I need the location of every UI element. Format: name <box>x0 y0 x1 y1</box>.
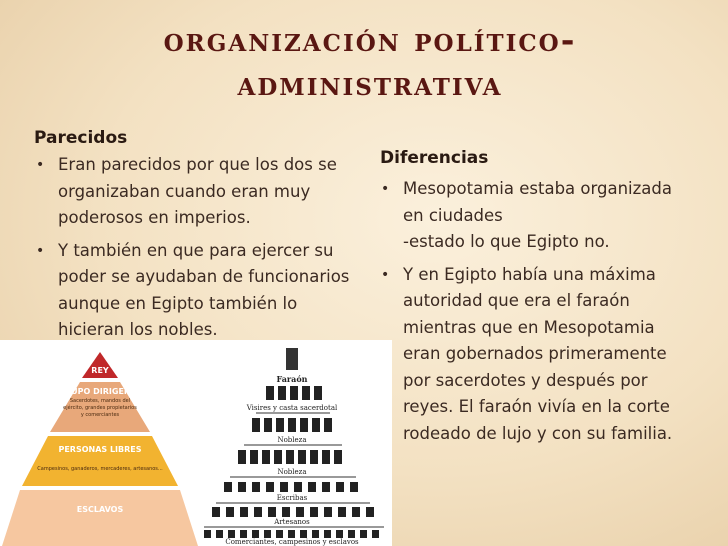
artesanos-row <box>212 507 374 517</box>
egypt-label-visires: Visires y casta sacerdotal <box>246 404 338 412</box>
egypt-label-artesanos: Artesanos <box>274 518 310 526</box>
heading-parecidos: Parecidos <box>34 128 128 148</box>
pharaoh-figure <box>286 348 298 370</box>
bullet-text: Y también en que para ejercer su poder se ayudaban de funcionarios aunque en Egipto también lo hicieran los nobles. <box>58 240 350 339</box>
tier-personas-sub: Campesinos, ganaderos, mercaderes, artesanos... <box>37 466 163 472</box>
list-item <box>375 262 695 448</box>
bullet-icon: • <box>381 266 390 283</box>
bullet-icon: • <box>36 157 45 173</box>
bullet-text: Y en Egipto había una máxima autoridad que era el faraón mientras que en Mesopotamia eran gobernados primeramente por sacerdotes y después por reyes. El faraón vivía en la corte rodeado de lujo y con su familia. <box>403 264 673 443</box>
tier-grupo-sub: Sacerdotes, mandos del ejército, grandes propietarios y comerciantes <box>63 398 137 418</box>
nobleza-row-2 <box>238 450 342 464</box>
list-diferencias <box>375 176 695 453</box>
nobleza-row-1 <box>252 418 332 432</box>
tier-rey-label: REY <box>91 366 109 375</box>
tier-personas-libres <box>22 436 178 486</box>
egypt-label-comerciantes: Comerciantes, campesinos y esclavos <box>225 538 359 546</box>
tier-esclavos-label: ESCLAVOS <box>76 505 124 514</box>
egypt-label-escribas: Escribas <box>276 494 308 502</box>
bullet-text: Eran parecidos por que los dos se organizaban cuando eran muy poderosos en imperios. <box>58 155 337 227</box>
escribas-row <box>224 482 358 492</box>
visires-row <box>266 386 322 400</box>
egypt-label-nobleza-1: Nobleza <box>277 436 307 444</box>
list-item <box>30 238 360 344</box>
bullet-icon: • <box>381 181 390 197</box>
list-item <box>30 152 360 232</box>
comerciantes-row <box>204 530 379 538</box>
pyramid-images <box>0 340 392 546</box>
bullet-icon: • <box>36 242 45 259</box>
mesopotamia-pyramid <box>0 340 200 546</box>
heading-diferencias: Diferencias <box>380 148 489 168</box>
egypt-pyramid <box>200 340 392 546</box>
list-item <box>375 176 695 256</box>
egypt-label-nobleza-2: Nobleza <box>277 468 307 476</box>
egypt-label-faraon: Faraón <box>276 374 308 384</box>
list-parecidos <box>30 152 360 350</box>
slide-title: organización político-administrativa <box>163 20 577 103</box>
tier-grupo-label: GRUPO DIRIGENTE <box>58 387 142 396</box>
bullet-text: Mesopotamia estaba organizada en ciudades -estado lo que Egipto no. <box>403 179 672 251</box>
tier-esclavos <box>2 490 198 546</box>
tier-personas-label: PERSONAS LIBRES <box>58 445 142 454</box>
